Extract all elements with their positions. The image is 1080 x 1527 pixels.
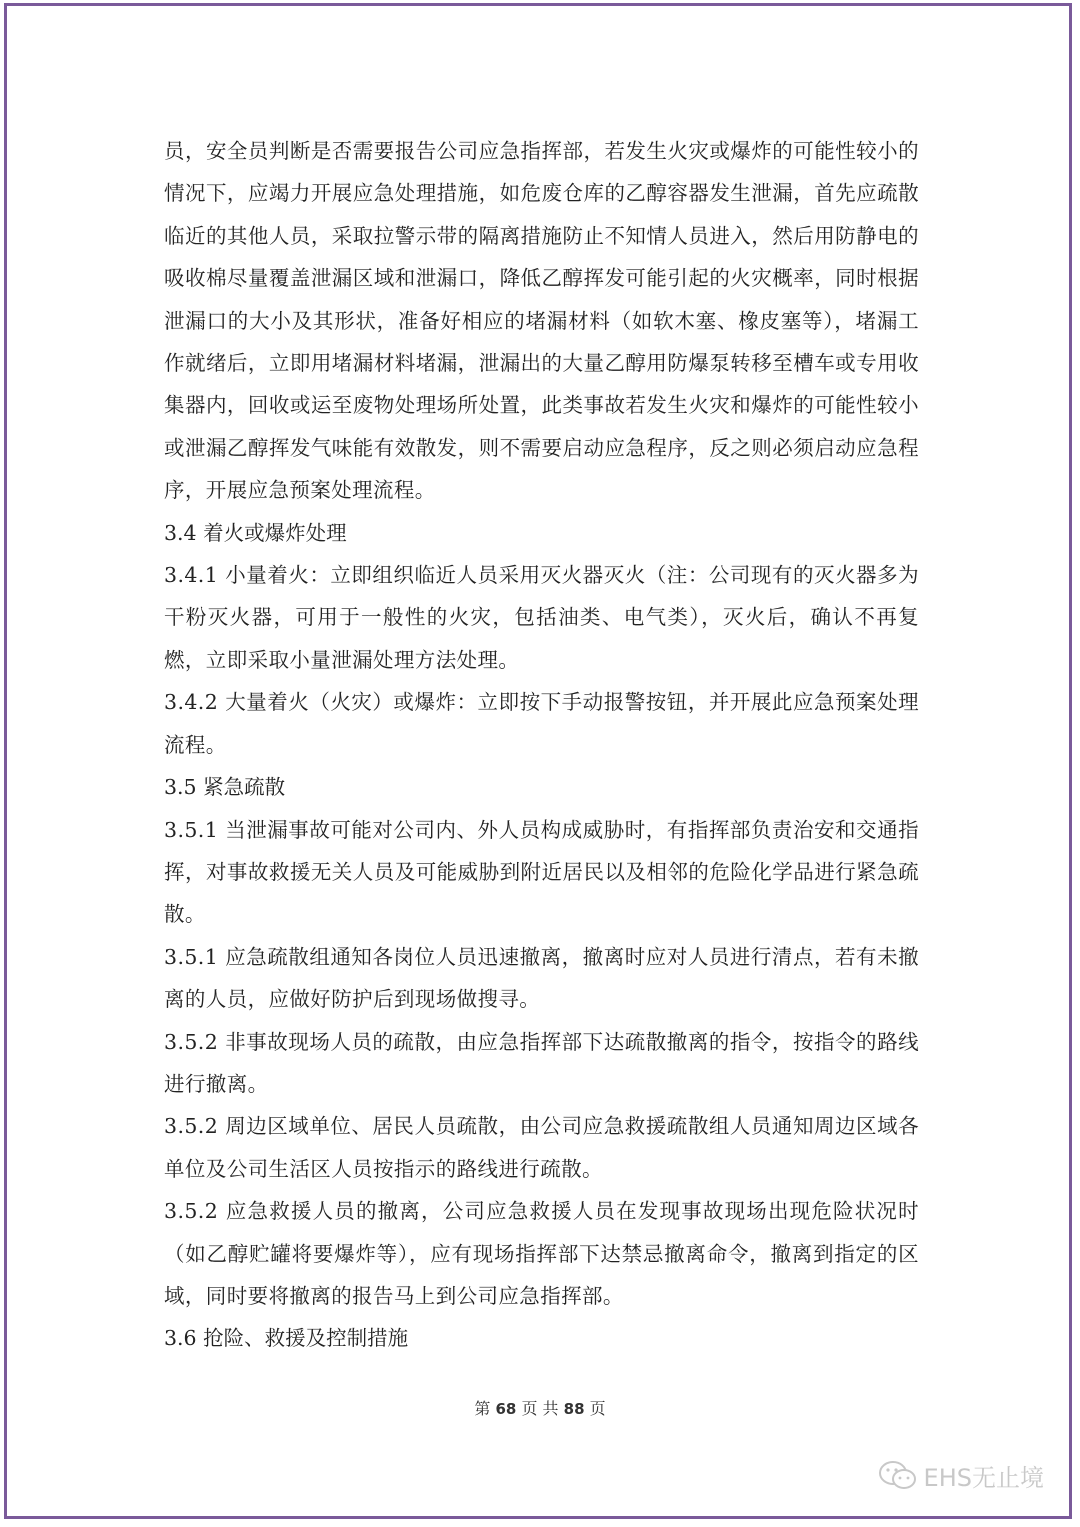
section-heading-3-4: 3.4 着火或爆炸处理	[164, 520, 347, 545]
footer-suffix: 页	[589, 1399, 606, 1418]
document-body	[164, 130, 919, 1360]
section-heading-3-6: 3.6 抢险、救援及控制措施	[164, 1326, 409, 1351]
footer-prefix: 第	[474, 1399, 491, 1418]
paragraph-3-5-1-b: 3.5.1 应急疏散组通知各岗位人员迅速撤离，撤离时应对人员进行清点，若有未撤离的人员，应做好防护后到现场做搜寻。	[164, 944, 919, 1012]
total-page-number: 88	[563, 1400, 585, 1418]
watermark-text: EHS无止境	[923, 1464, 1044, 1492]
current-page-number: 68	[495, 1400, 517, 1418]
paragraph-continuation: 员，安全员判断是否需要报告公司应急指挥部，若发生火灾或爆炸的可能性较小的情况下，应竭力开展应急处理措施，如危废仓库的乙醇容器发生泄漏，首先应疏散临近的其他人员，采取拉警示带的隔离措施防止不知情人员进入，然后用防静电的吸收棉尽量覆盖泄漏区域和泄漏口，降低乙醇挥发可能引起的火灾概率，同时根据泄漏口的大小及其形状，准备好相应的堵漏材料（如软木塞、橡皮塞等），堵漏工作就绪后，立即用堵漏材料堵漏，泄漏出的大量乙醇用防爆泵转移至槽车或专用收集器内，回收或运至废物处理场所处置，此类事故若发生火灾和爆炸的可能性较小或泄漏乙醇挥发气味能有效散发，则不需要启动应急程序，反之则必须启动应急程序，开展应急预案处理流程。	[164, 139, 919, 503]
paragraph-3-5-2-a: 3.5.2 非事故现场人员的疏散，由应急指挥部下达疏散撤离的指令，按指令的路线进行撤离。	[164, 1029, 919, 1096]
section-heading-3-5: 3.5 紧急疏散	[164, 775, 286, 800]
paragraph-3-4-2: 3.4.2 大量着火（火灾）或爆炸：立即按下手动报警按钮，并开展此应急预案处理流程。	[164, 690, 919, 757]
wechat-icon	[878, 1460, 918, 1492]
watermark	[878, 1458, 1044, 1493]
page-number-footer	[0, 1396, 1080, 1419]
footer-middle: 页 共	[521, 1399, 559, 1418]
paragraph-3-5-1-a: 3.5.1 当泄漏事故可能对公司内、外人员构成威胁时，有指挥部负责治安和交通指挥，对事故救援无关人员及可能威胁到附近居民以及相邻的危险化学品进行紧急疏散。	[164, 817, 919, 927]
paragraph-3-4-1: 3.4.1 小量着火：立即组织临近人员采用灭火器灭火（注：公司现有的灭火器多为干粉灭火器，可用于一般性的火灾，包括油类、电气类），灭火后，确认不再复燃，立即采取小量泄漏处理方法处理。	[164, 563, 919, 672]
paragraph-3-5-2-b: 3.5.2 周边区域单位、居民人员疏散，由公司应急救援疏散组人员通知周边区域各单位及公司生活区人员按指示的路线进行疏散。	[164, 1114, 919, 1181]
paragraph-3-5-2-c: 3.5.2 应急救援人员的撤离，公司应急救援人员在发现事故现场出现危险状况时（如乙醇贮罐将要爆炸等），应有现场指挥部下达禁忌撤离命令，撤离到指定的区域，同时要将撤离的报告马上到公司应急指挥部。	[164, 1199, 919, 1308]
